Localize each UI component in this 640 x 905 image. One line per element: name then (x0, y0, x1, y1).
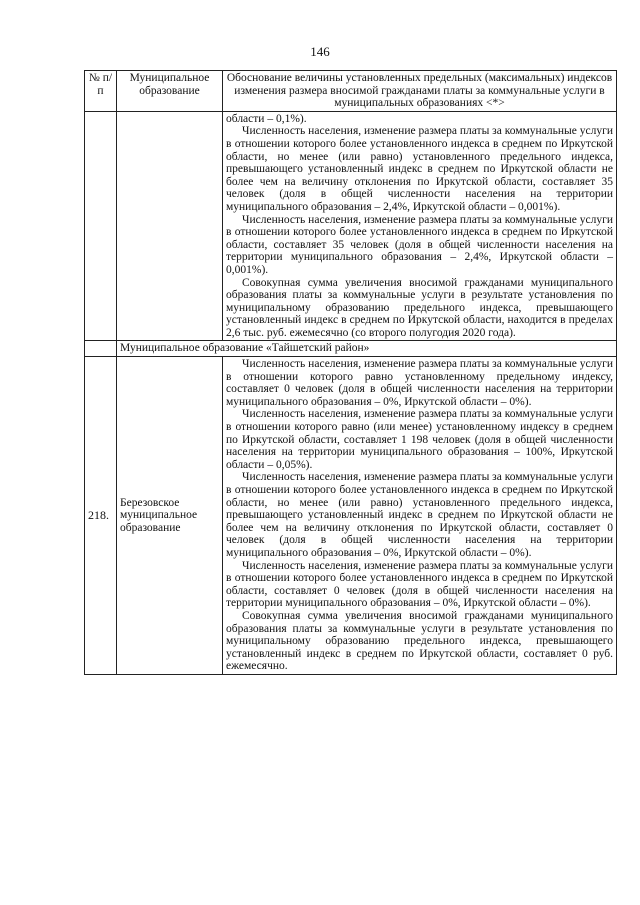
row-justification-cell (223, 357, 617, 675)
continuation-paragraph: Совокупная сумма увеличения вносимой гражданами муниципального образования платы за коммунальные услуги в результате установления по муниципальному образованию предельного индекса, превышающего установленный индекс в среднем по Иркутской области, находится в пределах 2,6 тыс. руб. ежемесячно (со второго полугодия 2020 года). (226, 276, 613, 339)
continuation-paragraph: Численность населения, изменение размера платы за коммунальные услуги в отношении которого более установленного индекса в среднем по Иркутской области, составляет 35 человек (доля в общей численности населения на территории муниципального образования – 2,4%, Иркутской области – 0,001%). (226, 213, 613, 276)
row-paragraph: Численность населения, изменение размера платы за коммунальные услуги в отношении которого равно (или менее) установленному индексу в среднем по Иркутской области, составляет 1 198 человек (доля в общей численности населения на территории муниципального образования – 100%, Иркутской области – 0,05%). (226, 408, 613, 471)
header-number: № п/п (85, 71, 117, 112)
continuation-number-cell (85, 111, 117, 341)
table-row-continuation (85, 111, 617, 341)
section-row (85, 341, 617, 357)
table-row-218 (85, 357, 617, 675)
page-number: 146 (310, 44, 330, 59)
row-paragraph: Совокупная сумма увеличения вносимой гражданами муниципального образования платы за коммунальные услуги в результате установления по муниципальному образованию предельного индекса, превышающего установленный индекс в среднем по Иркутской области, составляет 0 руб. ежемесячно. (226, 609, 613, 673)
header-justification: Обоснование величины установленных предельных (максимальных) индексов изменения размера вносимой гражданами платы за коммунальные услуги в муниципальных образованиях <*> (223, 71, 617, 112)
row-number: 218. (85, 357, 117, 675)
table-header-row (85, 71, 617, 112)
row-paragraph: Численность населения, изменение размера платы за коммунальные услуги в отношении которого более установленного индекса в среднем по Иркутской области, но менее (или равно) установленного предельного индекса, превышающего установленный индекс в среднем по Иркутской области не более чем на величину отклонения по Иркутской области, составляет 0 человек (доля в общей численности населения на территории муниципального образования – 0%, Иркутской области – 0%). (226, 471, 613, 559)
row-paragraph: Численность населения, изменение размера платы за коммунальные услуги в отношении которого более установленного индекса в среднем по Иркутской области, составляет 0 человек (доля в общей численности населения на территории муниципального образования – 0%, Иркутской области – 0%). (226, 559, 613, 610)
continuation-municipality-cell (117, 111, 223, 341)
section-title: Муниципальное образование «Тайшетский район» (117, 341, 617, 357)
indices-table (84, 70, 617, 675)
continuation-paragraph: Численность населения, изменение размера платы за коммунальные услуги в отношении которого более установленного индекса в среднем по Иркутской области, но менее (или равно) установленного предельного индекса, превышающего установленный индекс в среднем по Иркутской области не более чем на величину отклонения по Иркутской области, составляет 35 человек (доля в общей численности населения на территории муниципального образования – 2,4%, Иркутской области – 0,001%). (226, 125, 613, 213)
continuation-paragraph: области – 0,1%). (226, 112, 307, 125)
row-paragraph: Численность населения, изменение размера платы за коммунальные услуги в отношении которого равно установленному предельному индексу, составляет 0 человек (доля в общей численности населения на территории муниципального образования – 0%, Иркутской области – 0%). (226, 358, 613, 408)
header-municipality: Муниципальное образование (117, 71, 223, 112)
row-municipality: Березовское муниципальное образование (117, 357, 223, 675)
section-blank-cell (85, 341, 117, 357)
continuation-text-cell (223, 111, 617, 341)
